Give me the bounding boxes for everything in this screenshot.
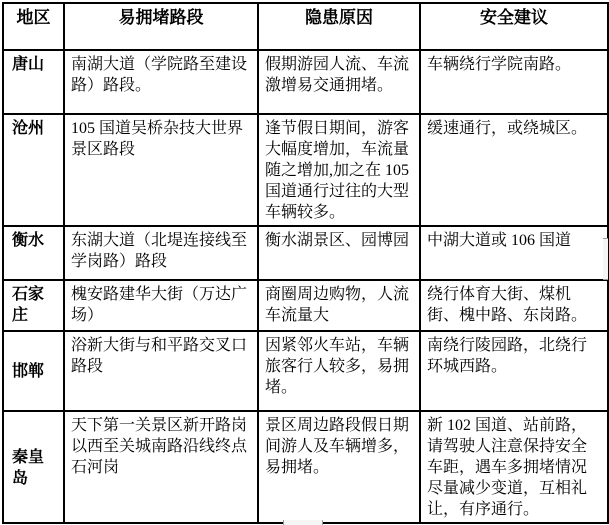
cell-region: 沧州 (3, 114, 64, 226)
cell-advice: 车辆绕行学院南路。 (420, 50, 608, 114)
cell-region: 秦皇岛 (3, 411, 64, 523)
horizontal-scrollbar-thumb[interactable] (283, 520, 323, 525)
table-row-tangshan (3, 50, 608, 114)
table-row-shijiazhuang (3, 280, 608, 331)
table-row-qinhuangdao (3, 411, 608, 523)
cell-region: 衡水 (3, 226, 64, 280)
cell-cause: 商圈周边购物，人流车流量大 (258, 280, 420, 331)
column-header-cause: 隐患原因 (258, 3, 420, 50)
traffic-congestion-table (2, 2, 609, 524)
cell-advice: 缓速通行，或绕城区。 (420, 114, 608, 226)
column-header-road: 易拥堵路段 (64, 3, 258, 50)
cell-road: 浴新大街与和平路交叉口路段 (64, 331, 258, 411)
cell-region: 邯郸 (3, 331, 64, 411)
cell-cause: 假期游园人流、车流激增易交通拥堵。 (258, 50, 420, 114)
cell-advice: 南绕行陵园路，北绕行环城西路。 (420, 331, 608, 411)
cell-cause: 衡水湖景区、园博园 (258, 226, 420, 280)
cell-region: 石家庄 (3, 280, 64, 331)
cell-advice: 绕行体育大街、煤机街、槐中路、东岗路。 (420, 280, 608, 331)
table-row-cangzhou (3, 114, 608, 226)
cell-advice: 新 102 国道、站前路，请驾驶人注意保持安全车距，遇车多拥堵情况尽量减少变道，互相礼让，有序通行。 (420, 411, 608, 523)
table-row-hengshui (3, 226, 608, 280)
cell-road: 105 国道吴桥杂技大世界景区路段 (64, 114, 258, 226)
cell-road: 槐安路建华大街（万达广场） (64, 280, 258, 331)
vertical-scrollbar-thumb[interactable] (603, 238, 608, 280)
cell-region: 唐山 (3, 50, 64, 114)
cell-road: 天下第一关景区新开路岗以西至关城南路沿线终点石河岗 (64, 411, 258, 523)
column-header-advice: 安全建议 (420, 3, 608, 50)
column-header-region: 地区 (3, 3, 64, 50)
cell-cause: 逢节假日期间，游客大幅度增加，车流量随之增加,加之在 105 国道通行过往的大型车辆较多。 (258, 114, 420, 226)
table-row-handan (3, 331, 608, 411)
cell-road: 东湖大道（北堤连接线至学岗路）路段 (64, 226, 258, 280)
table-header-row (3, 3, 608, 50)
cell-road: 南湖大道（学院路至建设路）路段。 (64, 50, 258, 114)
cell-cause: 景区周边路段假日期间游人及车辆增多，易拥堵。 (258, 411, 420, 523)
cell-cause: 因紧邻火车站，车辆旅客行人较多，易拥堵。 (258, 331, 420, 411)
cell-advice: 中湖大道或 106 国道 (420, 226, 608, 280)
